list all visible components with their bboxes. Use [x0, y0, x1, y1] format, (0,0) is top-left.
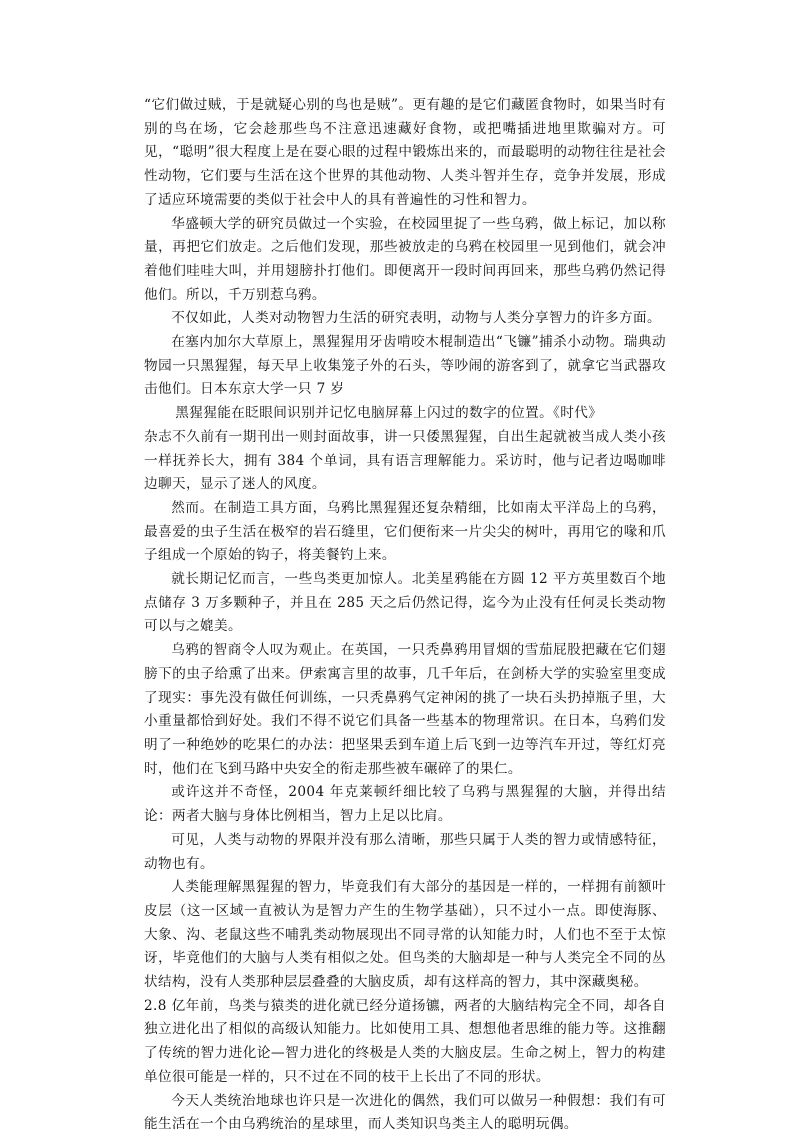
paragraph-11: 可见，人类与动物的界限并没有那么清晰，那些只属于人类的智力或情感特征，动物也有。: [144, 831, 666, 872]
paragraph-6: 杂志不久前有一期刊出一则封面故事，讲一只倭黑猩猩，自出生起就被当成人类小孩一样抚养长大，拥有 384 个单词，具有语言理解能力。采访时，他与记者边喝咖啡边聊天，显示了迷人的风度。: [144, 428, 666, 493]
paragraph-1: “它们做过贼，于是就疑心别的鸟也是贼”。更有趣的是它们藏匿食物时，如果当时有别的鸟在场，它会趁那些鸟不注意迅速藏好食物，或把嘴插进地里欺骗对方。可见，“聪明”很大程度上是在耍心眼的过程中锻炼出来的，而最聪明的动物往往是社会性动物，它们要与生活在这个世界的其他动物、人类斗智并生存，竞争并发展，形成了适应环境需要的类似于社会中人的具有普遍性的习性和智力。: [144, 97, 666, 208]
document-page: [144, 94, 666, 1137]
paragraph-2: 华盛顿大学的研究员做过一个实验，在校园里捉了一些乌鸦，做上标记，加以称量，再把它们放走。之后他们发现，那些被放走的乌鸦在校园里一见到他们，就会冲着他们哇哇大叫，并用翅膀扑打他们。即便离开一段时间再回来，那些乌鸦仍然记得他们。所以，千万别惹乌鸦。: [144, 215, 666, 303]
paragraph-7: 然而。在制造工具方面，乌鸦比黑猩猩还复杂精细，比如南太平洋岛上的乌鸦，最喜爱的虫子生活在极窄的岩石缝里，它们便衔来一片尖尖的树叶，再用它的喙和爪子组成一个原始的钩子，将美餐钓上来。: [144, 499, 666, 564]
paragraph-12: 人类能理解黑猩猩的智力，毕竟我们有大部分的基因是一样的，一样拥有前额叶皮层（这一区域一直被认为是智力产生的生物学基础），只不过小一点。即使海豚、大象、沟、老鼠这些不哺乳类动物展现出不同寻常的认知能力时，人们也不至于太惊讶，毕竟他们的大脑与人类有相似之处。但鸟类的大脑却是一种与人类完全不同的丛状结构，没有人类那种层层叠叠的大脑皮质，却有这样高的智力，其中深藏奥秘。: [144, 879, 666, 991]
paragraph-14: 今天人类统治地球也许只是一次进化的偶然，我们可以做另一种假想：我们有可能生活在一个由乌鸦统治的星球里，而人类知识鸟类主人的聪明玩偶。: [144, 1092, 666, 1133]
paragraph-4: 在塞内加尔大草原上，黑猩猩用牙齿啃咬木棍制造出“飞镰”捕杀小动物。瑞典动物园一只黑猩猩，每天早上收集笼子外的石头，等吵闹的游客到了，就拿它当武器攻击他们。日本东京大学一只 7 岁: [144, 334, 666, 398]
paragraph-3: 不仅如此，人类对动物智力生活的研究表明，动物与人类分享智力的许多方面。: [171, 310, 661, 327]
paragraph-13: 2.8 亿年前，鸟类与猿类的进化就已经分道扬镳，两者的大脑结构完全不同，却各自独立进化出了相似的高级认知能力。比如使用工具、想想他者思维的能力等。这推翻了传统的智力进化论—智力进化的终极是人类的大脑皮层。生命之树上，智力的构建单位很可能是一样的，只不过在不同的枝干上长出了不同的形状。: [144, 997, 666, 1085]
paragraph-5: 黑猩猩能在眨眼间识别并记忆电脑屏幕上闪过的数字的位置。《时代》: [175, 405, 603, 422]
paragraph-8: 就长期记忆而言，一些鸟类更加惊人。北美星鸦能在方圆 12 平方英里数百个地点储存 3 万多颗种子，并且在 285 天之后仍然记得，迄今为止没有任何灵长类动物可以与之媲美。: [144, 571, 666, 635]
paragraph-10: 或许这并不奇怪，2004 年克莱顿纤细比较了乌鸦与黑猩猩的大脑，并得出结论：两者大脑与身体比例相当，智力上足以比肩。: [144, 784, 666, 825]
paragraph-9: 乌鸦的智商令人叹为观止。在英国，一只秃鼻鸦用冒烟的雪茄屁股把藏在它们翅膀下的虫子给熏了出来。伊索寓言里的故事，几千年后，在剑桥大学的实验室里变成了现实：事先没有做任何训练，一只秃鼻鸦气定神闲的挑了一块石头扔掉瓶子里，大小重量都恰到好处。我们不得不说它们具备一些基本的物理常识。在日本，乌鸦们发明了一种绝妙的吃果仁的办法：把坚果丢到车道上后飞到一边等汽车开过，等红灯亮时，他们在飞到马路中央安全的衔走那些被车碾碎了的果仁。: [144, 642, 666, 777]
